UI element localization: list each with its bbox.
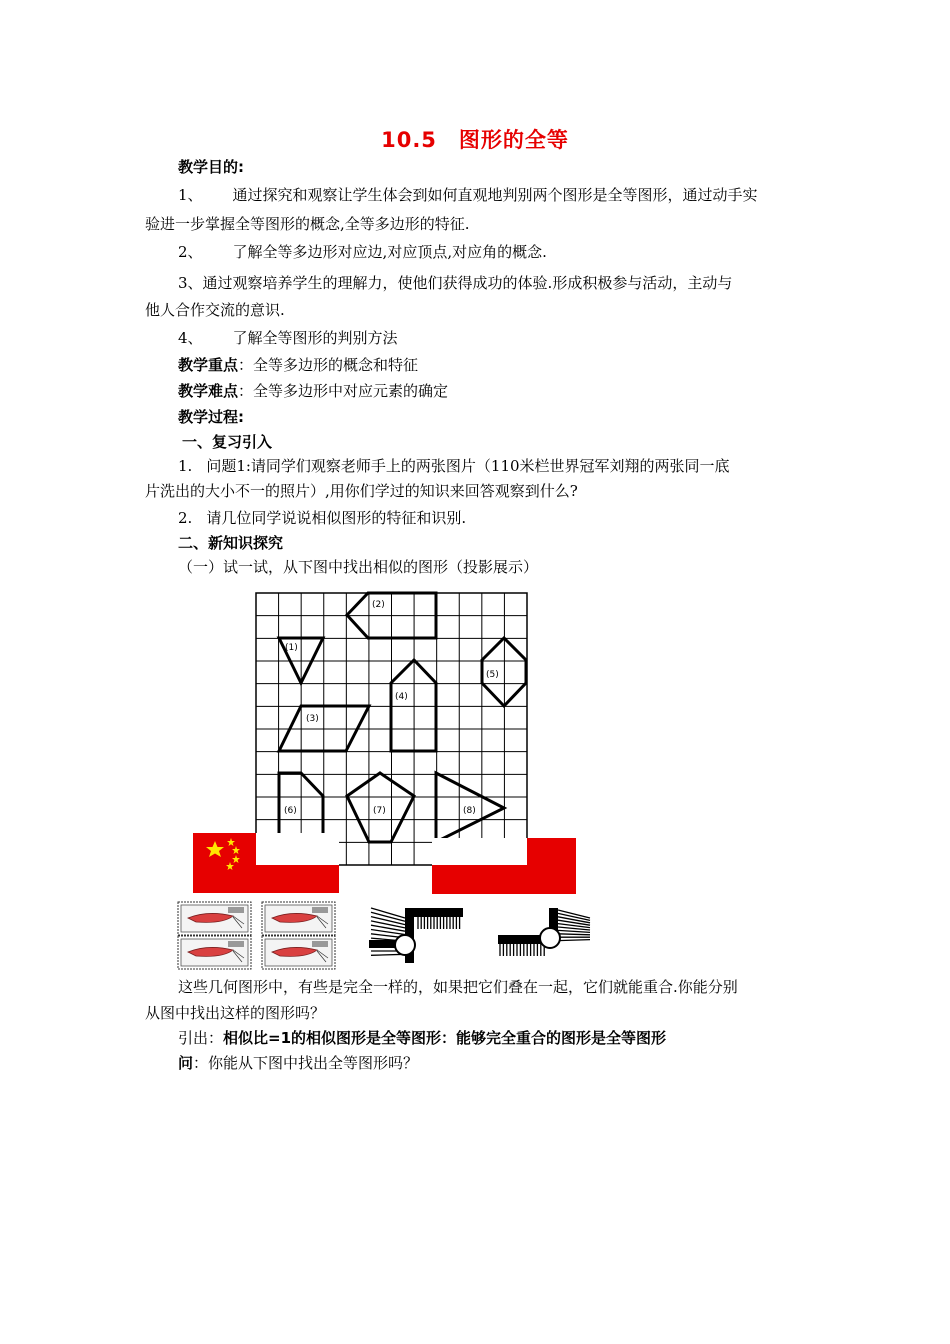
stamp [262,936,335,969]
shape-7-label: (7) [373,806,386,816]
process-heading: 教学过程: [178,408,244,426]
stamp-value [312,907,328,913]
lace-pattern-left-icon [369,908,463,963]
paragraph-line-1: 这些几何图形中，有些是完全一样的，如果把它们叠在一起，它们就能重合.你能分别 [178,978,738,996]
question-1-text: 问题1:请同学们观察老师手上的两张图片（110米栏世界冠军刘翔的两张同一底 [206,457,730,475]
goal-2-number: 2、 [178,243,203,261]
key-text: ：全等多边形的概念和特征 [238,356,419,374]
shape-2-label: (2) [372,600,385,610]
try-it-text: （一）试一试，从下图中找出相似的图形（投影展示） [178,558,539,576]
fringe-strand [371,921,405,928]
question-1-line-2: 片洗出的大小不一的照片）,用你们学过的知识来回答观察到什么? [145,482,578,500]
goal-2-text: 了解全等多边形对应边,对应顶点,对应角的概念. [232,243,547,261]
page-title: 10.5 图形的全等 [381,128,569,152]
stamp-value [228,907,244,913]
shape-8-label: (8) [463,806,476,816]
difficulty-label: 教学难点 [178,382,239,400]
ask-label: 问 [178,1054,194,1072]
part-2-heading: 二、新知识探究 [178,534,284,552]
goal-3-line-1: 3、通过观察培养学生的理解力，使他们获得成功的体验.形成积极参与活动，主动与 [178,274,733,292]
shape-3-label: (3) [306,714,319,724]
stamp-value [228,941,244,947]
question-1-number: 1. [178,457,193,475]
goal-4-text: 了解全等图形的判别方法 [232,329,398,347]
lace-pattern-right-icon [498,908,590,956]
ask-text: ：你能从下图中找出全等图形吗？ [193,1054,419,1072]
fringe-strand [558,940,590,941]
stamp [178,902,251,935]
shape-5-label: (5) [486,670,499,680]
part-1-heading: 一、复习引入 [182,433,273,451]
key-label: 教学重点 [178,356,239,374]
china-flag-icon [193,833,339,893]
ask [178,1053,418,1073]
goal-4-number: 4、 [178,329,203,347]
lead-out [178,1028,666,1048]
lead-text: 相似比=1的相似图形是全等图形：能够完全重合的图形是全等图形 [223,1029,667,1047]
goal-1-text: 通过探究和观察让学生体会到如何直观地判别两个图形是全等图形，通过动手实 [232,186,758,204]
flag-right-icon [432,838,576,894]
stamp [178,936,251,969]
difficulty-text: ：全等多边形中对应元素的确定 [238,382,449,400]
question-2-number: 2. [178,509,193,527]
goals-heading: 教学目的: [178,158,244,176]
question-2-text: 请几位同学说说相似图形的特征和识别. [206,509,467,527]
paragraph-line-2: 从图中找出这样的图形吗？ [145,1004,326,1022]
fringe-strand [558,930,590,932]
shape-4 [391,660,436,751]
fringe-strand [558,934,590,935]
shrimp-stamp-icon [178,902,335,969]
goal-1-number: 1、 [178,186,203,204]
goal-3-line-2: 他人合作交流的意识. [145,301,285,319]
shape-4-label: (4) [395,692,408,702]
shape-1-label: (1) [285,643,298,653]
lead-label: 引出： [178,1029,224,1047]
shape-6-label: (6) [284,806,297,816]
goal-1-line-2: 验进一步掌握全等图形的概念,全等多边形的特征. [145,215,470,233]
stamp-value [312,941,328,947]
stamp [262,902,335,935]
